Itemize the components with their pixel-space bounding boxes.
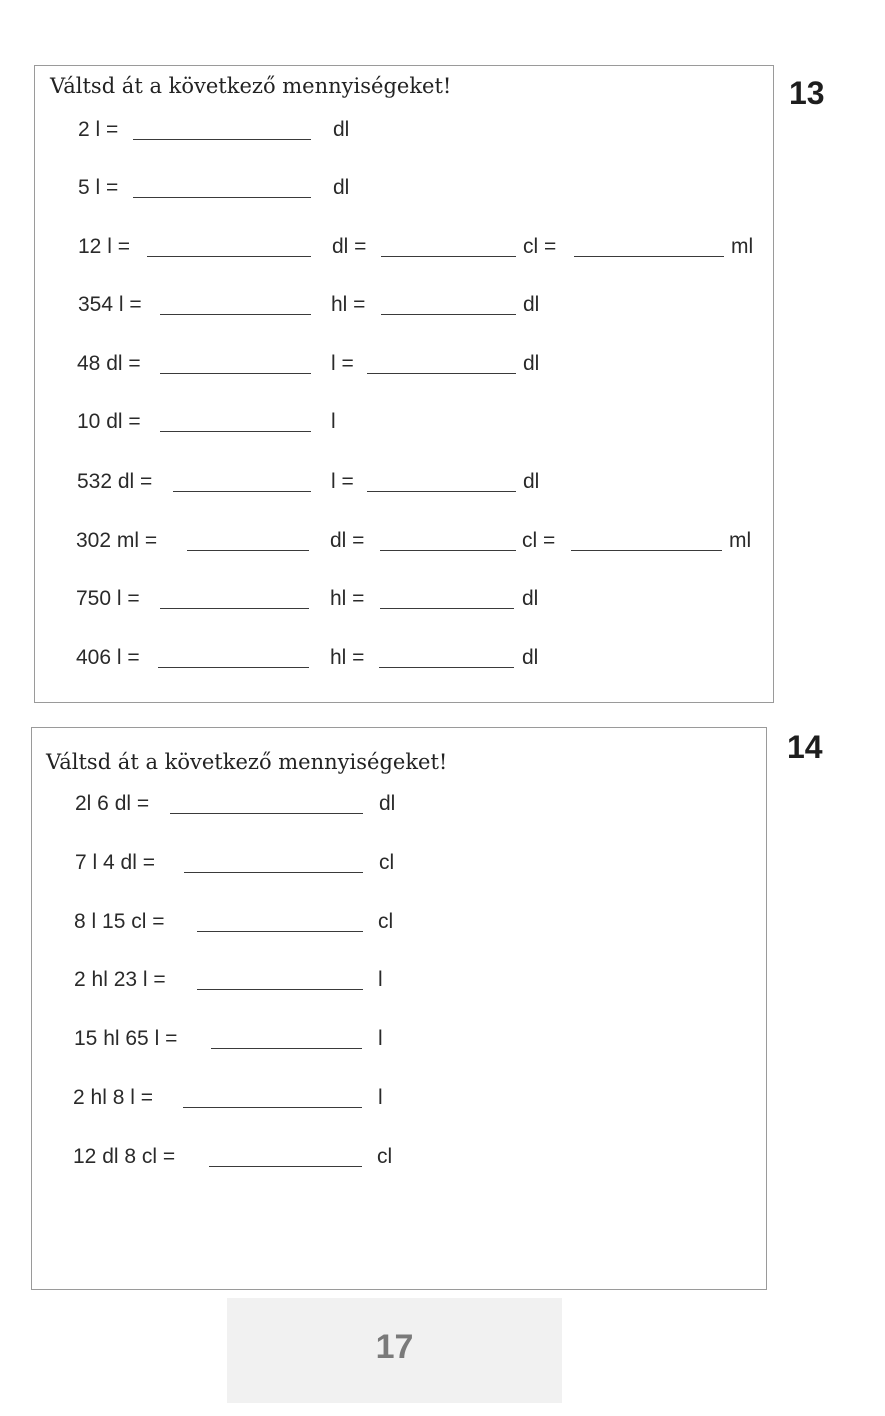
unit-label: hl =	[331, 293, 366, 316]
unit-label: cl =	[522, 529, 556, 552]
expression-label: 532 dl =	[77, 470, 153, 493]
answer-blank-line[interactable]	[133, 139, 311, 140]
exercise-14-number: 14	[787, 729, 823, 765]
exercise-13-title: Váltsd át a következő mennyiségeket!	[50, 74, 452, 98]
page-footer	[227, 1298, 562, 1403]
unit-label: l	[378, 968, 383, 991]
answer-blank-line[interactable]	[571, 550, 722, 551]
unit-label: dl	[379, 792, 396, 815]
unit-label: cl	[379, 851, 395, 874]
exercise-14-title: Váltsd át a következő mennyiségeket!	[46, 750, 448, 774]
unit-label: cl	[377, 1145, 393, 1168]
answer-blank-line[interactable]	[160, 314, 311, 315]
answer-blank-line[interactable]	[381, 314, 516, 315]
expression-label: 10 dl =	[77, 410, 141, 433]
expression-label: 302 ml =	[76, 529, 158, 552]
unit-label: cl =	[523, 235, 557, 258]
unit-label: dl	[522, 646, 539, 669]
answer-blank-line[interactable]	[379, 667, 514, 668]
answer-blank-line[interactable]	[170, 813, 363, 814]
answer-blank-line[interactable]	[184, 872, 363, 873]
unit-label: dl	[523, 470, 540, 493]
expression-label: 48 dl =	[77, 352, 141, 375]
expression-label: 750 l =	[76, 587, 140, 610]
answer-blank-line[interactable]	[380, 550, 516, 551]
answer-blank-line[interactable]	[381, 256, 516, 257]
unit-label: ml	[731, 235, 754, 258]
page-number: 17	[375, 1328, 414, 1366]
unit-label: dl =	[330, 529, 365, 552]
unit-label: dl	[333, 176, 350, 199]
answer-blank-line[interactable]	[574, 256, 724, 257]
answer-blank-line[interactable]	[380, 608, 514, 609]
unit-label: l	[378, 1027, 383, 1050]
expression-label: 12 l =	[78, 235, 130, 258]
unit-label: l =	[331, 470, 354, 493]
unit-label: dl	[523, 352, 540, 375]
answer-blank-line[interactable]	[197, 931, 363, 932]
unit-label: cl	[378, 910, 394, 933]
unit-label: dl	[333, 118, 350, 141]
answer-blank-line[interactable]	[183, 1107, 362, 1108]
expression-label: 406 l =	[76, 646, 140, 669]
unit-label: hl =	[330, 587, 365, 610]
answer-blank-line[interactable]	[197, 989, 363, 990]
expression-label: 15 hl 65 l =	[74, 1027, 178, 1050]
unit-label: l	[331, 410, 336, 433]
expression-label: 5 l =	[78, 176, 119, 199]
answer-blank-line[interactable]	[367, 491, 516, 492]
expression-label: 2 hl 23 l =	[74, 968, 166, 991]
answer-blank-line[interactable]	[133, 197, 311, 198]
expression-label: 12 dl 8 cl =	[73, 1145, 176, 1168]
answer-blank-line[interactable]	[160, 431, 311, 432]
answer-blank-line[interactable]	[158, 667, 309, 668]
unit-label: ml	[729, 529, 752, 552]
expression-label: 7 l 4 dl =	[75, 851, 155, 874]
answer-blank-line[interactable]	[160, 608, 309, 609]
unit-label: dl	[522, 587, 539, 610]
exercise-13-number: 13	[789, 75, 825, 111]
unit-label: dl =	[332, 235, 367, 258]
unit-label: dl	[523, 293, 540, 316]
expression-label: 2l 6 dl =	[75, 792, 150, 815]
unit-label: l =	[331, 352, 354, 375]
unit-label: l	[378, 1086, 383, 1109]
unit-label: hl =	[330, 646, 365, 669]
expression-label: 354 l =	[78, 293, 142, 316]
expression-label: 2 hl 8 l =	[73, 1086, 153, 1109]
answer-blank-line[interactable]	[211, 1048, 362, 1049]
expression-label: 8 l 15 cl =	[74, 910, 165, 933]
answer-blank-line[interactable]	[209, 1166, 362, 1167]
answer-blank-line[interactable]	[187, 550, 309, 551]
answer-blank-line[interactable]	[147, 256, 311, 257]
expression-label: 2 l =	[78, 118, 119, 141]
answer-blank-line[interactable]	[367, 373, 516, 374]
answer-blank-line[interactable]	[173, 491, 311, 492]
answer-blank-line[interactable]	[160, 373, 311, 374]
